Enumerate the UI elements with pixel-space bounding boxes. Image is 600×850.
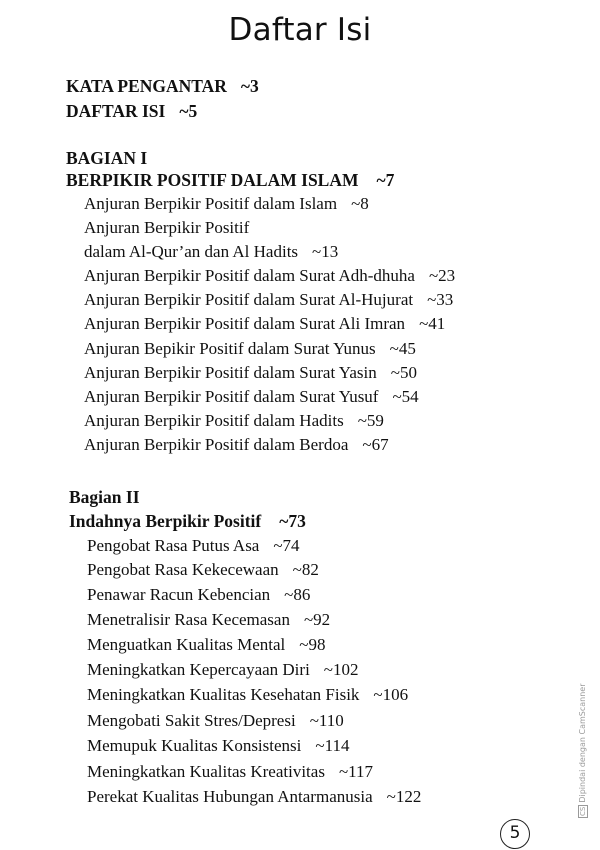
toc-entry (87, 736, 349, 756)
page-number-badge: 5 (500, 819, 530, 849)
toc-entry-page: ~8 (351, 194, 369, 213)
toc-entry-label: Meningkatkan Kepercayaan Diri (87, 660, 310, 679)
part-heading: BAGIAN I (66, 148, 148, 168)
toc-entry-page: ~23 (428, 266, 456, 285)
part-title (69, 511, 306, 532)
part-heading: Bagian II (69, 487, 140, 507)
toc-entry (87, 610, 330, 630)
toc-entry (84, 387, 419, 407)
toc-entry (84, 339, 416, 359)
toc-entry (87, 635, 325, 655)
toc-entry-page: ~50 (390, 363, 417, 382)
toc-entry-page: ~13 (312, 242, 339, 261)
toc-entry (84, 194, 369, 214)
toc-entry-label: Anjuran Berpikir Positif dalam Hadits (84, 411, 344, 430)
toc-entry-label: dalam Al-Qur’an dan Al Hadits (84, 242, 299, 261)
toc-entry-label: Menetralisir Rasa Kecemasan (87, 610, 290, 629)
toc-entry-page: ~106 (373, 685, 409, 704)
toc-entry-label: Anjuran Berpikir Positif dalam Surat Yusuf (84, 387, 379, 406)
toc-entry (84, 290, 453, 310)
toc-entry-page: ~33 (427, 290, 454, 309)
toc-entry (87, 762, 373, 782)
toc-entry-front-matter (66, 101, 197, 122)
toc-entry-page: ~59 (357, 411, 384, 430)
toc-entry-page: ~92 (303, 610, 331, 629)
toc-entry-page: ~5 (179, 101, 198, 121)
part-title-page: ~7 (376, 170, 395, 190)
toc-entry-label: Pengobat Rasa Kekecewaan (87, 560, 279, 579)
toc-entry-label: Anjuran Bepikir Positif dalam Surat Yunus (84, 339, 376, 358)
toc-entry-label: Anjuran Berpikir Positif dalam Surat Ali Imran (84, 314, 406, 333)
toc-entry-page: ~117 (338, 762, 374, 781)
toc-entry-label: Anjuran Berpikir Positif dalam Surat Adh-dhuha (84, 266, 415, 285)
part-title (66, 170, 394, 191)
toc-entry-label: KATA PENGANTAR (66, 76, 227, 96)
camscanner-logo-icon: CS (579, 806, 587, 816)
toc-entry-label: Penawar Racun Kebencian (87, 585, 271, 604)
toc-entry-page: ~45 (389, 339, 416, 358)
toc-entry (84, 266, 455, 286)
toc-entry-label: Mengobati Sakit Stres/Depresi (87, 711, 296, 730)
toc-entry-label: Anjuran Berpikir Positif dalam Berdoa (84, 435, 349, 454)
toc-entry-label: Meningkatkan Kualitas Kreativitas (87, 762, 325, 781)
toc-entry-label: Pengobat Rasa Putus Asa (87, 536, 260, 555)
toc-entry-label: Anjuran Berpikir Positif dalam Surat Yasin (84, 363, 377, 382)
toc-entry-label: Anjuran Berpikir Positif dalam Surat Al-Hujurat (84, 290, 414, 309)
toc-entry-page: ~74 (273, 536, 300, 555)
toc-entry-label: Menguatkan Kualitas Mental (87, 635, 286, 654)
toc-entry-page: ~122 (386, 787, 422, 806)
toc-entry (87, 685, 408, 705)
toc-entry (87, 560, 319, 580)
toc-entry (84, 218, 263, 238)
toc-entry-page: ~41 (419, 314, 446, 333)
toc-entry (87, 711, 344, 731)
toc-entry (84, 314, 445, 334)
toc-entry-label: Anjuran Berpikir Positif dalam Islam (84, 194, 338, 213)
toc-entry-label: Perekat Kualitas Hubungan Antarmanusia (87, 787, 373, 806)
toc-entry (87, 787, 421, 807)
toc-entry-page: ~102 (323, 660, 359, 679)
toc-entry-page: ~98 (299, 635, 326, 654)
toc-entry (87, 660, 359, 680)
toc-entry-label: Meningkatkan Kualitas Kesehatan Fisik (87, 685, 360, 704)
toc-entry (84, 411, 384, 431)
page-title: Daftar Isi (228, 12, 372, 48)
toc-entry (84, 363, 417, 383)
part-title-label: Indahnya Berpikir Positif (69, 511, 262, 531)
toc-entry-label: Memupuk Kualitas Konsistensi (87, 736, 302, 755)
toc-entry (87, 536, 300, 556)
toc-entry-front-matter (66, 76, 259, 97)
toc-entry (84, 242, 338, 262)
toc-entry (84, 435, 389, 455)
part-title-page: ~73 (279, 511, 306, 531)
toc-entry (87, 585, 310, 605)
toc-entry-page: ~3 (240, 76, 259, 96)
watermark-text: Dipindai dengan CamScanner (578, 683, 587, 803)
toc-entry-page: ~67 (362, 435, 389, 454)
toc-entry-page: ~110 (309, 711, 344, 730)
toc-entry-page: ~114 (315, 736, 350, 755)
toc-entry-label: Anjuran Berpikir Positif (84, 218, 250, 237)
scanner-watermark (578, 683, 588, 818)
part-title-label: BERPIKIR POSITIF DALAM ISLAM (66, 170, 359, 190)
toc-entry-page: ~86 (284, 585, 311, 604)
toc-entry-label: DAFTAR ISI (66, 101, 166, 121)
toc-entry-page: ~82 (292, 560, 319, 579)
toc-entry-page: ~54 (392, 387, 419, 406)
